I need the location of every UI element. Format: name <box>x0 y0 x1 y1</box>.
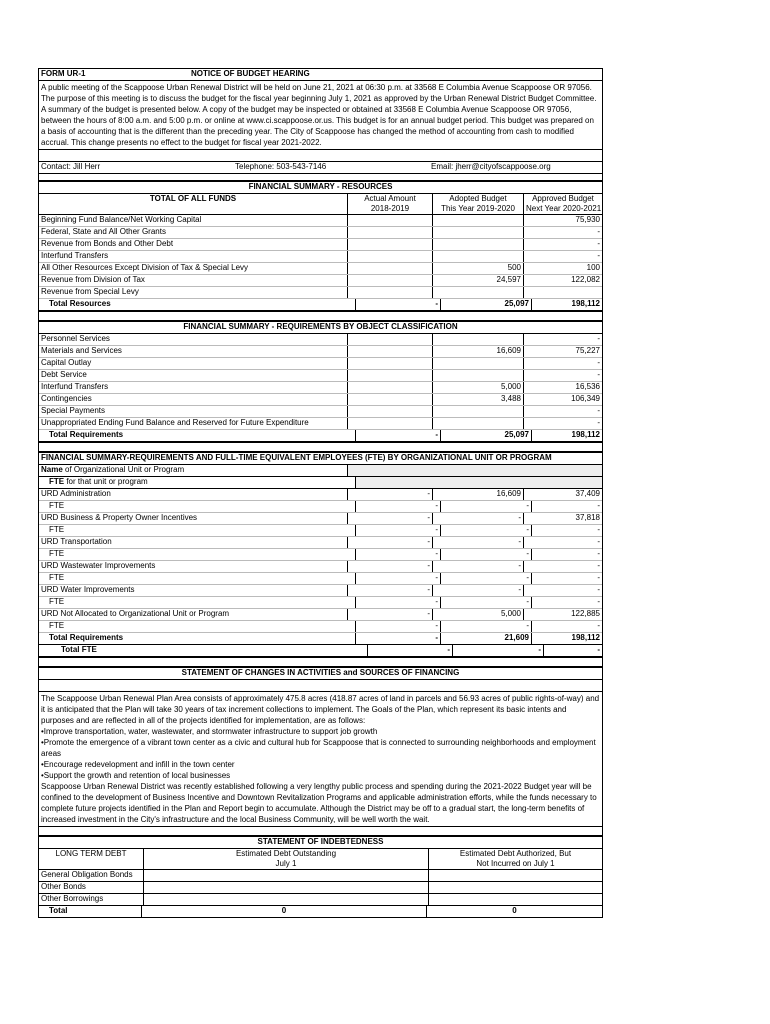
program-row <box>39 489 602 501</box>
debt-col1: Estimated Debt Outstanding July 1 <box>143 849 428 869</box>
requirements-label: Interfund Transfers <box>41 382 109 391</box>
program-fte-value-a: - <box>355 549 440 560</box>
requirements-title-row <box>39 322 602 334</box>
budget-form <box>38 68 603 918</box>
debt-row <box>39 894 602 906</box>
requirements-label: Special Payments <box>41 406 106 415</box>
program-fte-value-a: - <box>355 597 440 608</box>
programs-section <box>38 452 603 667</box>
program-value-c: - <box>523 561 602 572</box>
debt-total-row <box>39 906 602 917</box>
changes-line: •Encourage redevelopment and infill in the town center <box>41 760 235 769</box>
resources-col3: Approved Budget Next Year 2020-2021 <box>523 194 602 214</box>
debt-value-a <box>143 870 428 881</box>
requirements-value-b <box>432 406 523 417</box>
debt-row <box>39 882 602 894</box>
resources-total-c: 198,112 <box>531 299 602 310</box>
debt-value-a <box>143 894 428 905</box>
programs-total-fte-row <box>39 645 602 658</box>
debt-row <box>39 870 602 882</box>
program-fte-label: FTE <box>49 549 65 558</box>
resources-value-a <box>347 239 432 250</box>
requirements-label: Debt Service <box>41 370 87 379</box>
resources-label: All Other Resources Except Division of Tax & Special Levy <box>41 263 249 272</box>
gap <box>39 174 602 181</box>
program-fte-label: FTE <box>49 621 65 630</box>
program-value-a: - <box>347 489 432 500</box>
requirements-value-a <box>347 370 432 381</box>
resources-section <box>38 181 603 321</box>
program-fte-label: FTE <box>49 501 65 510</box>
program-value-a: - <box>347 537 432 548</box>
resources-value-b <box>432 239 523 250</box>
resources-value-a <box>347 215 432 226</box>
program-fte-label: FTE <box>49 573 65 582</box>
gap <box>39 443 602 452</box>
program-value-c: 37,409 <box>523 489 602 500</box>
changes-line: The Scappoose Urban Renewal Plan Area consists of approximately 475.8 acres (418.87 acres of land in parcels and 56.93 acres of public rights-of-way) and it is anticipated that the Plan will take 30 years of tax increment collections to implement. The Goals of the Plan, which represent its basic intents and purposes and are reflected in all of the projects identified for implementation, are as follows: <box>41 694 600 725</box>
requirements-total-a: - <box>355 430 440 441</box>
changes-body <box>39 692 602 826</box>
requirements-value-c: 75,227 <box>523 346 602 357</box>
resources-title-row <box>39 182 602 194</box>
programs-total-b: 21,609 <box>440 633 531 644</box>
requirements-row <box>39 406 602 418</box>
resources-value-b <box>432 215 523 226</box>
requirements-value-a <box>347 346 432 357</box>
program-value-c: 122,885 <box>523 609 602 620</box>
debt-value-a <box>143 882 428 893</box>
programs-fte-label: FTE for that unit or program <box>49 477 148 486</box>
program-row <box>39 609 602 621</box>
program-fte-value-b: - <box>440 501 531 512</box>
requirements-title: FINANCIAL SUMMARY - REQUIREMENTS BY OBJECT CLASSIFICATION <box>183 322 458 331</box>
programs-rows <box>39 489 602 633</box>
program-label: URD Not Allocated to Organizational Unit or Program <box>41 609 230 618</box>
requirements-value-b: 3,488 <box>432 394 523 405</box>
resources-col1: Actual Amount 2018-2019 <box>347 194 432 214</box>
program-fte-value-a: - <box>355 501 440 512</box>
requirements-row <box>39 334 602 346</box>
changes-body-row <box>39 692 602 827</box>
resources-row <box>39 239 602 251</box>
gap <box>39 312 602 321</box>
programs-total-fte-b: - <box>452 645 543 656</box>
contact-row <box>39 162 602 174</box>
resources-value-b <box>432 251 523 262</box>
debt-title-row <box>39 837 602 849</box>
program-row <box>39 537 602 549</box>
program-fte-value-c: - <box>531 549 602 560</box>
program-fte-value-a: - <box>355 573 440 584</box>
spacer-row <box>39 150 602 162</box>
debt-title: STATEMENT OF INDEBTEDNESS <box>257 837 384 846</box>
resources-total-a: - <box>355 299 440 310</box>
debt-rows <box>39 870 602 906</box>
program-fte-label: FTE <box>49 597 65 606</box>
program-value-b: 16,609 <box>432 489 523 500</box>
requirements-value-c: 16,536 <box>523 382 602 393</box>
debt-header-row <box>39 849 602 870</box>
requirements-value-c: - <box>523 334 602 345</box>
requirements-value-a <box>347 394 432 405</box>
resources-col0: TOTAL OF ALL FUNDS <box>149 194 237 203</box>
requirements-row <box>39 346 602 358</box>
requirements-value-b: 16,609 <box>432 346 523 357</box>
debt-value-b <box>428 894 602 905</box>
resources-row <box>39 215 602 227</box>
resources-value-a <box>347 227 432 238</box>
requirements-section <box>38 321 603 452</box>
resources-header-row <box>39 194 602 215</box>
requirements-row <box>39 382 602 394</box>
resources-value-b: 500 <box>432 263 523 274</box>
requirements-value-a <box>347 358 432 369</box>
changes-line: •Support the growth and retention of local businesses <box>41 771 231 780</box>
resources-total-row <box>39 299 602 312</box>
program-value-b: - <box>432 561 523 572</box>
requirements-label: Unappropriated Ending Fund Balance and Reserved for Future Expenditure <box>41 418 309 427</box>
program-fte-value-c: - <box>531 525 602 536</box>
debt-total-label: Total <box>49 906 68 915</box>
requirements-value-a <box>347 406 432 417</box>
resources-value-b <box>432 227 523 238</box>
program-fte-value-a: - <box>355 621 440 632</box>
program-fte-value-b: - <box>440 573 531 584</box>
program-fte-value-b: - <box>440 549 531 560</box>
changes-line: Scappoose Urban Renewal District was recently established following a very lengthy public process and spending during the 2021-2022 Budget year will be confined to the development of Business Incentive and Downtown Revitalization Programs and applicable administration efforts, while the funds necessary to complete future projects identified in the Plan and Report begin to accumulate. Although the District may be off to a gradual start, the long-term benefits of increased investment in the City's infrastructure and the local Business Community, will be well worth the wait. <box>41 782 597 824</box>
program-fte-value-b: - <box>440 597 531 608</box>
requirements-value-c: - <box>523 358 602 369</box>
resources-value-c: - <box>523 239 602 250</box>
program-value-c: 37,818 <box>523 513 602 524</box>
changes-title-row <box>39 668 602 680</box>
debt-label: Other Borrowings <box>41 894 104 903</box>
programs-title: FINANCIAL SUMMARY-REQUIREMENTS AND FULL-TIME EQUIVALENT EMPLOYEES (FTE) BY ORGANIZATIONAL UNIT OR PROGRAM <box>41 453 552 462</box>
requirements-label: Personnel Services <box>41 334 110 343</box>
resources-label: Revenue from Special Levy <box>41 287 139 296</box>
program-value-c: - <box>523 537 602 548</box>
requirements-value-c: - <box>523 418 602 429</box>
changes-line: •Promote the emergence of a vibrant town center as a civic and cultural hub for Scappoose that is connected to surrounding neighborhoods and employment areas <box>41 738 596 758</box>
programs-total-label: Total Requirements <box>49 633 124 642</box>
resources-row <box>39 227 602 239</box>
program-value-a: - <box>347 561 432 572</box>
changes-section <box>38 667 603 836</box>
resources-value-a <box>347 251 432 262</box>
resources-value-c: 122,082 <box>523 275 602 286</box>
requirements-row <box>39 418 602 430</box>
resources-value-b <box>432 287 523 298</box>
requirements-value-b <box>432 334 523 345</box>
debt-col2: Estimated Debt Authorized, But Not Incurred on July 1 <box>428 849 602 869</box>
program-fte-value-c: - <box>531 573 602 584</box>
debt-col0: LONG TERM DEBT <box>55 849 127 858</box>
resources-value-a <box>347 263 432 274</box>
debt-label: General Obligation Bonds <box>41 870 133 879</box>
requirements-row <box>39 370 602 382</box>
resources-row <box>39 287 602 299</box>
programs-name-header <box>39 465 602 477</box>
requirements-value-a <box>347 334 432 345</box>
gap <box>39 658 602 667</box>
resources-value-c: - <box>523 227 602 238</box>
program-fte-row <box>39 525 602 537</box>
resources-row <box>39 251 602 263</box>
requirements-rows <box>39 334 602 430</box>
changes-title: STATEMENT OF CHANGES IN ACTIVITIES and SOURCES OF FINANCING <box>181 668 460 677</box>
program-label: URD Wastewater Improvements <box>41 561 156 570</box>
header-section <box>38 68 603 181</box>
program-fte-label: FTE <box>49 525 65 534</box>
requirements-value-c: - <box>523 406 602 417</box>
debt-section <box>38 836 603 918</box>
program-value-c: - <box>523 585 602 596</box>
program-fte-row <box>39 549 602 561</box>
programs-name-label: Name of Organizational Unit or Program <box>41 465 185 474</box>
programs-total-row <box>39 633 602 645</box>
requirements-label: Contingencies <box>41 394 92 403</box>
program-fte-row <box>39 597 602 609</box>
program-value-b: - <box>432 513 523 524</box>
program-value-a: - <box>347 585 432 596</box>
requirements-value-c: - <box>523 370 602 381</box>
program-fte-row <box>39 621 602 633</box>
debt-value-b <box>428 882 602 893</box>
program-row <box>39 561 602 573</box>
form-title-row <box>39 69 602 81</box>
resources-col2: Adopted Budget This Year 2019-2020 <box>432 194 523 214</box>
resources-title: FINANCIAL SUMMARY - RESOURCES <box>248 182 393 191</box>
program-fte-value-c: - <box>531 597 602 608</box>
program-label: URD Business & Property Owner Incentives <box>41 513 198 522</box>
resources-value-a <box>347 287 432 298</box>
requirements-total-label: Total Requirements <box>49 430 124 439</box>
program-row <box>39 585 602 597</box>
gap <box>39 827 602 836</box>
notice-row <box>39 81 602 150</box>
program-fte-value-b: - <box>440 621 531 632</box>
resources-label: Beginning Fund Balance/Net Working Capital <box>41 215 202 224</box>
resources-value-c: 100 <box>523 263 602 274</box>
program-fte-value-a: - <box>355 525 440 536</box>
resources-total-label: Total Resources <box>49 299 111 308</box>
contact: Contact: Jill Herr <box>41 162 101 171</box>
program-fte-row <box>39 573 602 585</box>
program-value-b: - <box>432 537 523 548</box>
requirements-value-b <box>432 418 523 429</box>
resources-total-b: 25,097 <box>440 299 531 310</box>
program-value-a: - <box>347 609 432 620</box>
requirements-value-a <box>347 382 432 393</box>
program-fte-value-b: - <box>440 525 531 536</box>
programs-fte-header <box>39 477 602 489</box>
requirements-value-b: 5,000 <box>432 382 523 393</box>
resources-label: Interfund Transfers <box>41 251 109 260</box>
requirements-total-row <box>39 430 602 443</box>
resources-value-c: 75,930 <box>523 215 602 226</box>
program-fte-value-c: - <box>531 621 602 632</box>
resources-label: Federal, State and All Other Grants <box>41 227 166 236</box>
program-value-b: 5,000 <box>432 609 523 620</box>
program-fte-row <box>39 501 602 513</box>
debt-value-b <box>428 870 602 881</box>
changes-line: •Improve transportation, water, wastewater, and stormwater infrastructure to support job growth <box>41 727 378 736</box>
resources-label: Revenue from Division of Tax <box>41 275 145 284</box>
programs-total-fte-c: - <box>543 645 602 656</box>
programs-total-a: - <box>355 633 440 644</box>
resources-row <box>39 263 602 275</box>
form-id: FORM UR-1 <box>41 69 86 78</box>
program-label: URD Water Improvements <box>41 585 135 594</box>
program-value-a: - <box>347 513 432 524</box>
program-value-b: - <box>432 585 523 596</box>
notice-title: NOTICE OF BUDGET HEARING <box>191 69 310 78</box>
requirements-total-c: 198,112 <box>531 430 602 441</box>
program-label: URD Administration <box>41 489 111 498</box>
program-label: URD Transportation <box>41 537 112 546</box>
debt-total-a: 0 <box>141 906 426 917</box>
programs-total-fte-a: - <box>367 645 452 656</box>
resources-value-c: - <box>523 251 602 262</box>
resources-value-c <box>523 287 602 298</box>
debt-label: Other Bonds <box>41 882 86 891</box>
debt-total-b: 0 <box>426 906 602 917</box>
resources-label: Revenue from Bonds and Other Debt <box>41 239 174 248</box>
programs-total-c: 198,112 <box>531 633 602 644</box>
resources-rows <box>39 215 602 299</box>
requirements-value-b <box>432 370 523 381</box>
requirements-value-c: 106,349 <box>523 394 602 405</box>
requirements-value-b <box>432 358 523 369</box>
resources-value-b: 24,597 <box>432 275 523 286</box>
telephone: Telephone: 503-543-7146 <box>235 162 327 171</box>
program-row <box>39 513 602 525</box>
requirements-label: Materials and Services <box>41 346 122 355</box>
resources-row <box>39 275 602 287</box>
requirements-row <box>39 394 602 406</box>
notice-text: A public meeting of the Scappoose Urban Renewal District will be held on June 21, 2021 at 06:30 p.m. at 33568 E Columbia Avenue Scappoose OR 97056. The purpose of this meeting is to discuss the budget for the fiscal year beginning July 1, 2021 as approved by the Urban Renewal District Budget Committee. A summary of the budget is presented below. A copy of the budget may be inspected or obtained at 33568 E Columbia Avenue Scappoose OR 97056, between the hours of 8:00 a.m. and 5:00 p.m. or online at www.ci.scappoose.or.us. This budget is for an annual budget period. This budget was prepared on a basis of accounting that is the different than the preceding year. The City of Scappoose has changed the method of accounting from cash to modified accrual. This change presents no effect to the budget for fiscal year 2021-2022. <box>41 83 597 147</box>
resources-value-a <box>347 275 432 286</box>
email: Email: jherr@cityofscappoose.org <box>431 162 551 171</box>
program-fte-value-c: - <box>531 501 602 512</box>
requirements-label: Capital Outlay <box>41 358 92 367</box>
requirements-total-b: 25,097 <box>440 430 531 441</box>
requirements-row <box>39 358 602 370</box>
programs-total-fte-label: Total FTE <box>61 645 97 654</box>
requirements-value-a <box>347 418 432 429</box>
programs-title-row <box>39 453 602 465</box>
